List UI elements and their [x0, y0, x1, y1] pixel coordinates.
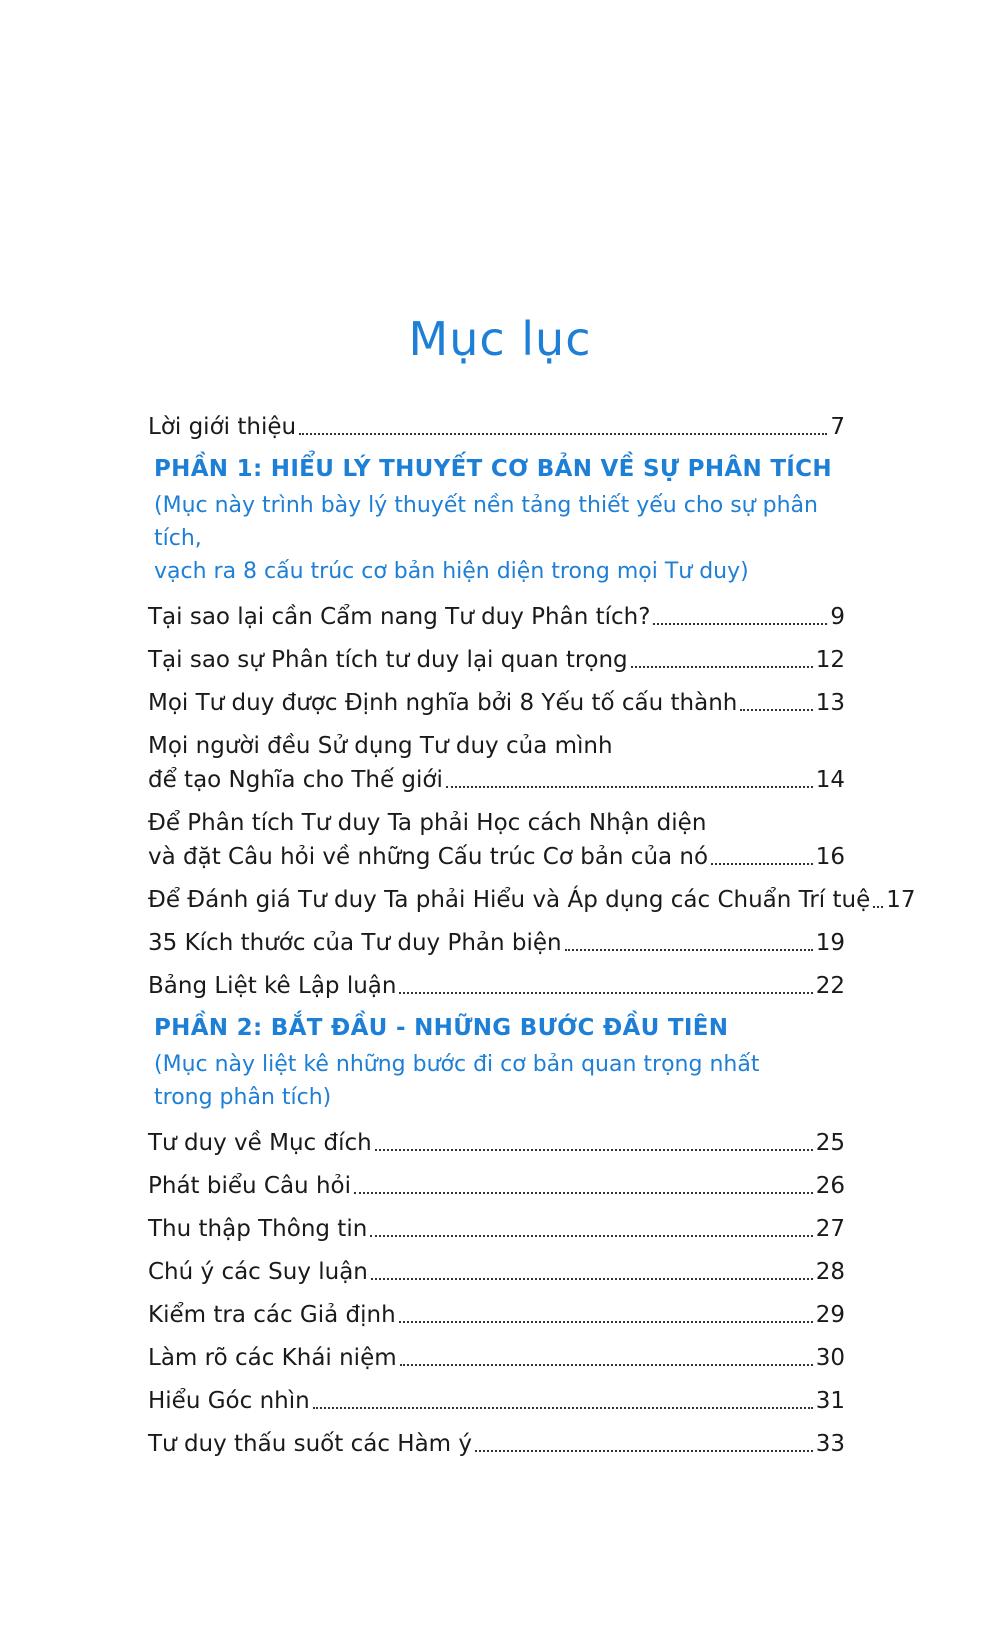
toc-entry-page: 28 — [815, 1259, 845, 1285]
toc-entry-page: 17 — [886, 887, 916, 913]
toc-entry-label: Chú ý các Suy luận — [148, 1259, 368, 1285]
toc-entry[interactable] — [148, 1427, 845, 1461]
dot-leader — [370, 1235, 812, 1237]
toc-entry-page: 26 — [815, 1173, 845, 1199]
toc-entry[interactable] — [148, 1298, 845, 1332]
toc-entry-page: 29 — [815, 1302, 845, 1328]
toc-entry-page: 16 — [815, 844, 845, 870]
dot-leader — [400, 1364, 813, 1366]
toc-entry-label: Tại sao lại cần Cẩm nang Tư duy Phân tích? — [148, 604, 651, 630]
toc-entry-page: 22 — [815, 973, 845, 999]
toc-entry-page: 19 — [815, 930, 845, 956]
toc-entry-label: Mọi Tư duy được Định nghĩa bởi 8 Yếu tố cấu thành — [148, 690, 738, 716]
toc-entry[interactable] — [148, 1341, 845, 1375]
part-2-description-line-1: (Mục này liệt kê những bước đi cơ bản quan trọng nhất — [154, 1052, 760, 1077]
dot-leader — [873, 906, 883, 908]
toc-entry-label: Thu thập Thông tin — [148, 1216, 368, 1242]
toc-entry-label: Tại sao sự Phân tích tư duy lại quan trọng — [148, 647, 628, 673]
toc-entry-page: 31 — [815, 1388, 845, 1414]
page-title: Mục lục — [408, 312, 592, 366]
toc-entry-intro[interactable] — [148, 410, 845, 444]
toc-entry-multiline[interactable] — [148, 806, 845, 874]
toc-entry[interactable] — [148, 1384, 845, 1418]
dot-leader — [740, 709, 812, 711]
toc-entry-label: Bảng Liệt kê Lập luận — [148, 973, 397, 999]
toc-entry[interactable] — [148, 1212, 845, 1246]
toc-entry-label: Tư duy thấu suốt các Hàm ý — [148, 1431, 472, 1457]
toc-entry[interactable] — [148, 926, 845, 960]
toc-entry-label: để tạo Nghĩa cho Thế giới — [148, 767, 443, 793]
toc-entry-label: Tư duy về Mục đích — [148, 1130, 372, 1156]
part-1-heading[interactable]: PHẦN 1: HIỂU LÝ THUYẾT CƠ BẢN VỀ SỰ PHÂN TÍCH — [154, 456, 832, 482]
dot-leader — [299, 433, 827, 435]
dot-leader — [354, 1192, 813, 1194]
toc-entry-label-line-1: Để Phân tích Tư duy Ta phải Học cách Nhận diện — [148, 810, 707, 836]
toc-entry-page: 12 — [815, 647, 845, 673]
part-1-description-line-2: vạch ra 8 cấu trúc cơ bản hiện diện trong mọi Tư duy) — [154, 559, 749, 584]
toc-entry[interactable] — [148, 600, 845, 634]
part-1-header — [148, 453, 845, 588]
part-2-header — [148, 1012, 845, 1114]
toc-entry-last-line — [148, 763, 845, 797]
dot-leader — [475, 1450, 813, 1452]
dot-leader — [565, 949, 813, 951]
toc-entry-page: 7 — [830, 414, 845, 440]
toc-entry-page: 14 — [815, 767, 845, 793]
toc-entry[interactable] — [148, 1169, 845, 1203]
dot-leader — [375, 1149, 813, 1151]
toc-entry-label: Lời giới thiệu — [148, 414, 297, 440]
toc-entry[interactable] — [148, 686, 845, 720]
part-1-description-line-1: (Mục này trình bày lý thuyết nền tảng thiết yếu cho sự phân tích, — [154, 493, 818, 551]
toc-entry-label: Làm rõ các Khái niệm — [148, 1345, 397, 1371]
toc-entry-page: 9 — [830, 604, 845, 630]
dot-leader — [399, 1321, 813, 1323]
toc-entry[interactable] — [148, 883, 916, 917]
toc-entry-label: Để Đánh giá Tư duy Ta phải Hiểu và Áp dụng các Chuẩn Trí tuệ — [148, 887, 871, 913]
toc-entry[interactable] — [148, 1255, 845, 1289]
toc-entry-label: Kiểm tra các Giả định — [148, 1302, 396, 1328]
dot-leader — [399, 992, 812, 994]
toc-entry[interactable] — [148, 1126, 845, 1160]
dot-leader — [631, 666, 813, 668]
toc-entry-page: 30 — [815, 1345, 845, 1371]
toc-entry-label: Phát biểu Câu hỏi — [148, 1173, 351, 1199]
dot-leader — [313, 1407, 813, 1409]
dot-leader — [711, 863, 813, 865]
dot-leader — [446, 786, 813, 788]
toc-entry-page: 25 — [815, 1130, 845, 1156]
part-2-heading[interactable]: PHẦN 2: BẮT ĐẦU - NHỮNG BƯỚC ĐẦU TIÊN — [154, 1015, 729, 1041]
toc-entry-label-line-1: Mọi người đều Sử dụng Tư duy của mình — [148, 733, 613, 759]
toc-entry-page: 33 — [815, 1431, 845, 1457]
toc-entry-label: 35 Kích thước của Tư duy Phản biện — [148, 930, 562, 956]
toc-entry-label: Hiểu Góc nhìn — [148, 1388, 310, 1414]
toc-entry[interactable] — [148, 969, 845, 1003]
toc-entry-page: 13 — [815, 690, 845, 716]
dot-leader — [371, 1278, 813, 1280]
toc-entry-label: và đặt Câu hỏi về những Cấu trúc Cơ bản của nó — [148, 844, 709, 870]
part-2-description-line-2: trong phân tích) — [154, 1085, 332, 1110]
toc-entry-last-line — [148, 840, 845, 874]
table-of-contents — [148, 410, 916, 1470]
toc-entry-page: 27 — [815, 1216, 845, 1242]
dot-leader — [653, 623, 827, 625]
toc-entry-multiline[interactable] — [148, 729, 845, 797]
toc-entry[interactable] — [148, 643, 845, 677]
